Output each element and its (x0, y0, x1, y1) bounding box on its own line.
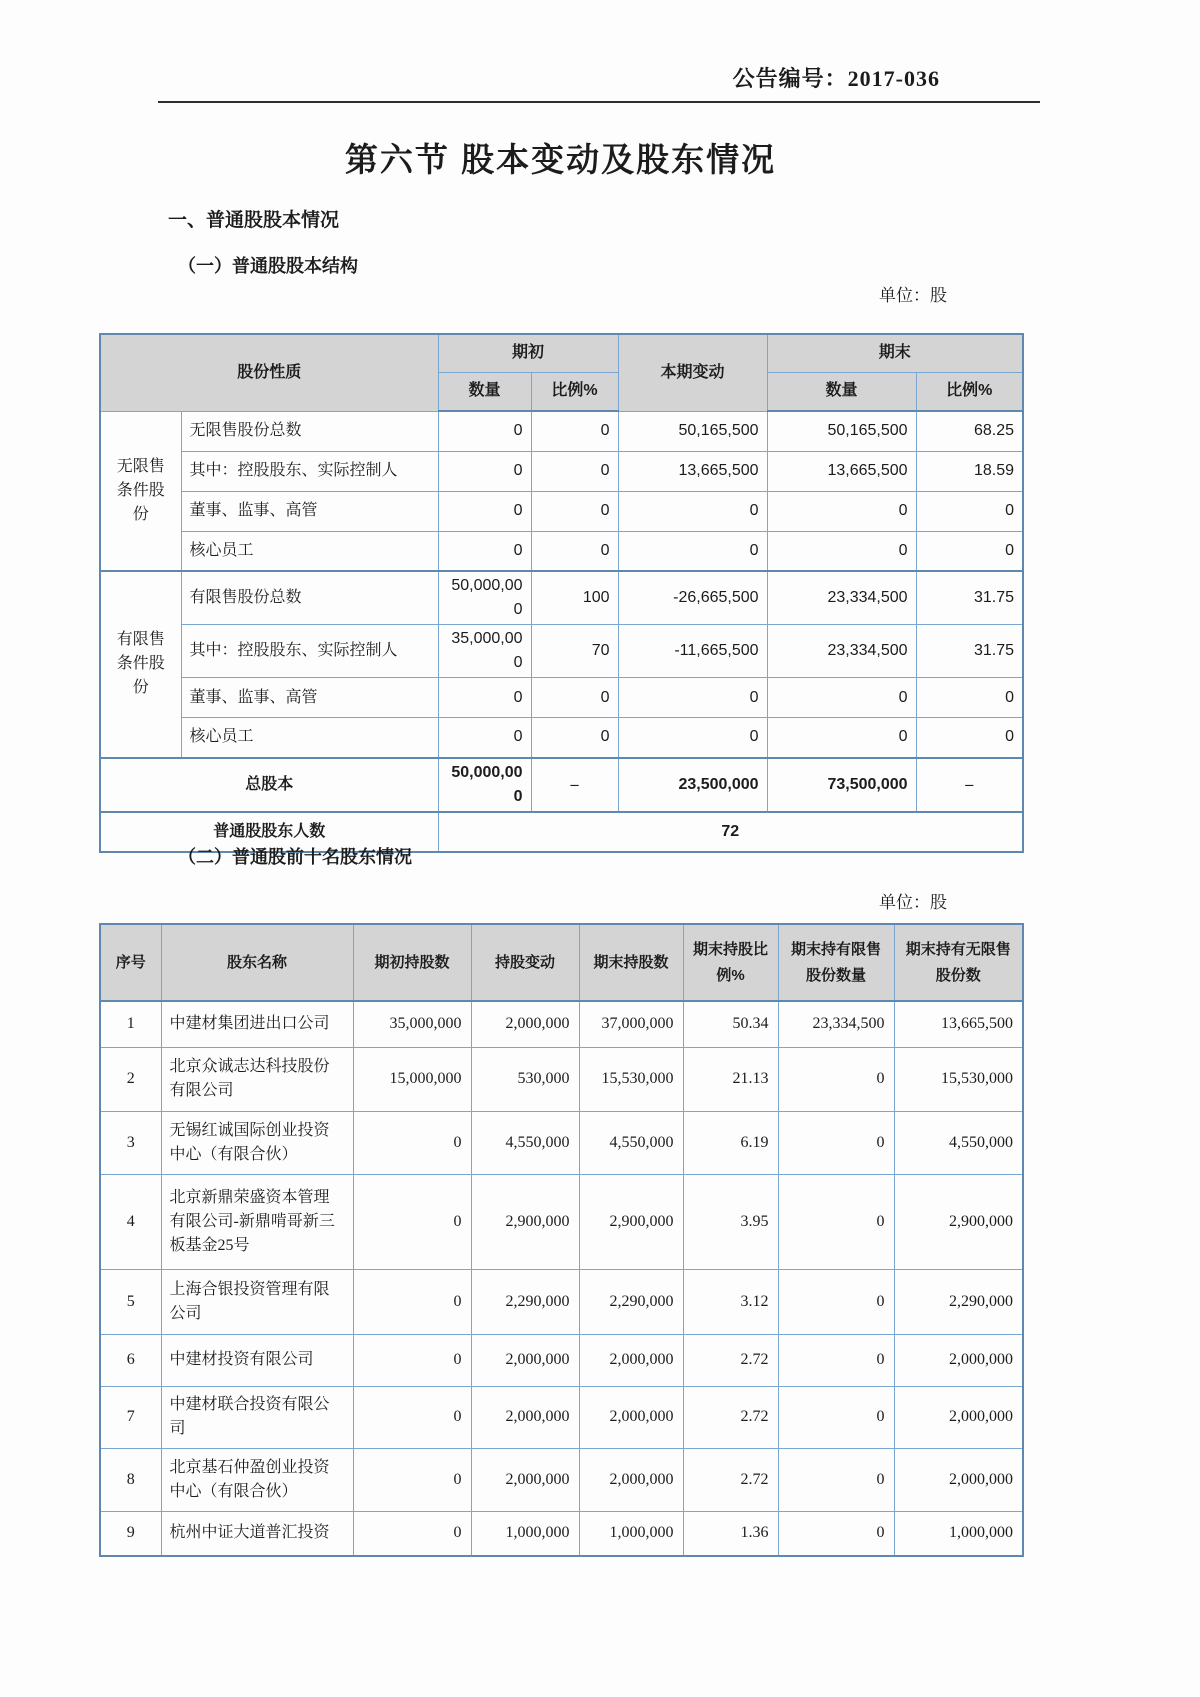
table-row (100, 491, 1023, 531)
cell-end-ratio: 18.59 (916, 451, 1023, 491)
cell-change: 0 (618, 531, 767, 571)
cell-end-shares: 2,000,000 (579, 1386, 683, 1448)
cell-change: 13,665,500 (618, 451, 767, 491)
header-end-unrestricted: 期末持有无限售股份数 (894, 924, 1023, 1001)
cell-index: 4 (100, 1174, 161, 1269)
cell-begin-shares: 0 (353, 1269, 471, 1334)
header-share-nature: 股份性质 (100, 334, 438, 411)
cell-end-shares: 15,530,000 (579, 1047, 683, 1111)
cell-change: 0 (618, 491, 767, 531)
row-label: 其中：控股股东、实际控制人 (181, 625, 438, 678)
cell-begin-shares: 0 (353, 1511, 471, 1556)
cell-end-qty: 50,165,500 (767, 411, 916, 451)
shareholder-row (100, 1511, 1023, 1556)
shareholder-row (100, 1047, 1023, 1111)
cell-end-ratio: 0 (916, 491, 1023, 531)
cell-end-ratio: 50.34 (683, 1001, 778, 1047)
cell-begin-qty: 0 (438, 531, 531, 571)
cell-begin-ratio: 0 (531, 718, 618, 758)
cell-shareholder-name: 中建材投资有限公司 (161, 1334, 353, 1386)
cell-index: 2 (100, 1047, 161, 1111)
cell-begin-shares: 0 (353, 1174, 471, 1269)
cell-end-restricted: 0 (778, 1111, 894, 1174)
holders-count-value: 72 (438, 812, 1023, 852)
cell-end-shares: 1,000,000 (579, 1511, 683, 1556)
cell-end-qty: 13,665,500 (767, 451, 916, 491)
cell-share-change: 2,000,000 (471, 1448, 579, 1511)
header-begin-shares: 期初持股数 (353, 924, 471, 1001)
cell-index: 8 (100, 1448, 161, 1511)
row-label: 董事、监事、高管 (181, 678, 438, 718)
cell-end-ratio: 2.72 (683, 1386, 778, 1448)
cell-share-change: 2,000,000 (471, 1386, 579, 1448)
table-row (100, 718, 1023, 758)
cell-end-qty: 73,500,000 (767, 758, 916, 812)
table-row (100, 625, 1023, 678)
cell-index: 9 (100, 1511, 161, 1556)
cell-end-shares: 2,000,000 (579, 1334, 683, 1386)
cell-end-unrestricted: 4,550,000 (894, 1111, 1023, 1174)
header-qty-begin: 数量 (438, 372, 531, 411)
total-label: 总股本 (100, 758, 438, 812)
cell-end-qty: 0 (767, 531, 916, 571)
share-structure-table (99, 333, 1024, 853)
cell-end-unrestricted: 2,000,000 (894, 1334, 1023, 1386)
row-label: 核心员工 (181, 531, 438, 571)
cell-begin-qty: 0 (438, 718, 531, 758)
header-share-change: 持股变动 (471, 924, 579, 1001)
cell-begin-qty: 0 (438, 411, 531, 451)
cell-end-qty: 23,334,500 (767, 571, 916, 625)
table-header-row (100, 334, 1023, 372)
shareholder-row (100, 1001, 1023, 1047)
page-title: 第六节 股本变动及股东情况 (344, 141, 777, 178)
table-row (100, 571, 1023, 625)
cell-end-ratio: 31.75 (916, 625, 1023, 678)
cell-begin-qty: 0 (438, 451, 531, 491)
cell-index: 7 (100, 1386, 161, 1448)
cell-end-restricted: 0 (778, 1047, 894, 1111)
announcement-number: 公告编号：2017-036 (732, 66, 940, 91)
cell-end-qty: 0 (767, 718, 916, 758)
header-index: 序号 (100, 924, 161, 1001)
cell-begin-qty: 50,000,000 (438, 571, 531, 625)
cell-shareholder-name: 中建材联合投资有限公司 (161, 1386, 353, 1448)
total-row (100, 758, 1023, 812)
cell-end-unrestricted: 1,000,000 (894, 1511, 1023, 1556)
cell-end-restricted: 0 (778, 1448, 894, 1511)
unit-label-2: 单位：股 (879, 893, 947, 912)
cell-begin-qty: 50,000,000 (438, 758, 531, 812)
cell-end-ratio: 31.75 (916, 571, 1023, 625)
cell-end-shares: 4,550,000 (579, 1111, 683, 1174)
cell-shareholder-name: 杭州中证大道普汇投资 (161, 1511, 353, 1556)
shareholder-row (100, 1111, 1023, 1174)
cell-begin-ratio: – (531, 758, 618, 812)
cell-end-ratio: 2.72 (683, 1334, 778, 1386)
cell-begin-ratio: 0 (531, 451, 618, 491)
cell-begin-shares: 0 (353, 1334, 471, 1386)
cell-end-unrestricted: 2,000,000 (894, 1448, 1023, 1511)
header-period-change: 本期变动 (618, 334, 767, 411)
cell-change: -11,665,500 (618, 625, 767, 678)
row-label: 有限售股份总数 (181, 571, 438, 625)
cell-begin-ratio: 0 (531, 411, 618, 451)
table-row (100, 678, 1023, 718)
row-label: 无限售股份总数 (181, 411, 438, 451)
table-header-row (100, 924, 1023, 1001)
cell-end-shares: 2,000,000 (579, 1448, 683, 1511)
subsection-heading-2: （二）普通股前十名股东情况 (178, 847, 412, 867)
cell-end-ratio: 0 (916, 718, 1023, 758)
cell-begin-ratio: 0 (531, 678, 618, 718)
section-heading-1: 一、普通股股本情况 (168, 210, 340, 231)
cell-end-ratio: 0 (916, 678, 1023, 718)
cell-end-restricted: 0 (778, 1334, 894, 1386)
header-end-shares: 期末持股数 (579, 924, 683, 1001)
cell-begin-shares: 0 (353, 1386, 471, 1448)
cell-begin-shares: 15,000,000 (353, 1047, 471, 1111)
header-end-ratio: 期末持股比例% (683, 924, 778, 1001)
cell-shareholder-name: 北京众诚志达科技股份有限公司 (161, 1047, 353, 1111)
cell-end-qty: 23,334,500 (767, 625, 916, 678)
header-ratio-begin: 比例% (531, 372, 618, 411)
cell-change: 23,500,000 (618, 758, 767, 812)
cell-end-restricted: 0 (778, 1174, 894, 1269)
shareholder-row (100, 1174, 1023, 1269)
cell-share-change: 4,550,000 (471, 1111, 579, 1174)
cell-end-ratio: 21.13 (683, 1047, 778, 1111)
cell-begin-ratio: 0 (531, 531, 618, 571)
table-row (100, 451, 1023, 491)
cell-end-ratio: 6.19 (683, 1111, 778, 1174)
cell-index: 6 (100, 1334, 161, 1386)
cell-end-shares: 2,900,000 (579, 1174, 683, 1269)
cell-end-shares: 2,290,000 (579, 1269, 683, 1334)
shareholder-row (100, 1386, 1023, 1448)
cell-begin-qty: 0 (438, 678, 531, 718)
cell-shareholder-name: 上海合银投资管理有限公司 (161, 1269, 353, 1334)
cell-end-ratio: 2.72 (683, 1448, 778, 1511)
cell-end-restricted: 0 (778, 1269, 894, 1334)
cell-change: 0 (618, 678, 767, 718)
cell-end-unrestricted: 13,665,500 (894, 1001, 1023, 1047)
row-label: 核心员工 (181, 718, 438, 758)
table-row (100, 531, 1023, 571)
cell-begin-ratio: 70 (531, 625, 618, 678)
cell-begin-shares: 0 (353, 1448, 471, 1511)
cell-share-change: 2,900,000 (471, 1174, 579, 1269)
cell-shareholder-name: 北京基石仲盈创业投资中心（有限合伙） (161, 1448, 353, 1511)
row-label: 董事、监事、高管 (181, 491, 438, 531)
cell-end-restricted: 0 (778, 1511, 894, 1556)
header-qty-end: 数量 (767, 372, 916, 411)
row-label: 其中：控股股东、实际控制人 (181, 451, 438, 491)
header-rule (158, 101, 1040, 103)
cell-end-unrestricted: 2,900,000 (894, 1174, 1023, 1269)
cell-begin-shares: 0 (353, 1111, 471, 1174)
cell-begin-shares: 35,000,000 (353, 1001, 471, 1047)
cell-end-restricted: 0 (778, 1386, 894, 1448)
cell-begin-ratio: 100 (531, 571, 618, 625)
top-shareholders-table (99, 923, 1024, 1557)
cell-share-change: 2,290,000 (471, 1269, 579, 1334)
unit-label-1: 单位：股 (879, 286, 947, 305)
cell-shareholder-name: 北京新鼎荣盛资本管理有限公司-新鼎啃哥新三板基金25号 (161, 1174, 353, 1269)
cell-begin-ratio: 0 (531, 491, 618, 531)
table-row (100, 411, 1023, 451)
cell-end-ratio: – (916, 758, 1023, 812)
cell-change: 50,165,500 (618, 411, 767, 451)
shareholder-row (100, 1334, 1023, 1386)
cell-end-ratio: 3.95 (683, 1174, 778, 1269)
cell-index: 3 (100, 1111, 161, 1174)
cell-end-restricted: 23,334,500 (778, 1001, 894, 1047)
cell-end-shares: 37,000,000 (579, 1001, 683, 1047)
cell-end-unrestricted: 15,530,000 (894, 1047, 1023, 1111)
header-beginning: 期初 (438, 334, 618, 372)
cell-share-change: 2,000,000 (471, 1334, 579, 1386)
cell-change: 0 (618, 718, 767, 758)
cell-index: 5 (100, 1269, 161, 1334)
cell-end-qty: 0 (767, 678, 916, 718)
header-ratio-end: 比例% (916, 372, 1023, 411)
shareholder-row (100, 1448, 1023, 1511)
cell-begin-qty: 0 (438, 491, 531, 531)
subsection-heading-1: （一）普通股股本结构 (178, 256, 358, 276)
cell-end-ratio: 1.36 (683, 1511, 778, 1556)
cell-change: -26,665,500 (618, 571, 767, 625)
cell-end-unrestricted: 2,290,000 (894, 1269, 1023, 1334)
cell-shareholder-name: 中建材集团进出口公司 (161, 1001, 353, 1047)
header-end-restricted: 期末持有限售股份数量 (778, 924, 894, 1001)
cell-end-ratio: 0 (916, 531, 1023, 571)
shareholder-row (100, 1269, 1023, 1334)
header-ending: 期末 (767, 334, 1023, 372)
header-shareholder-name: 股东名称 (161, 924, 353, 1001)
holders-count-label: 普通股股东人数 (100, 812, 438, 852)
group-label-unrestricted: 无限售条件股份 (100, 411, 181, 571)
cell-end-unrestricted: 2,000,000 (894, 1386, 1023, 1448)
cell-end-ratio: 68.25 (916, 411, 1023, 451)
cell-end-ratio: 3.12 (683, 1269, 778, 1334)
cell-share-change: 2,000,000 (471, 1001, 579, 1047)
cell-index: 1 (100, 1001, 161, 1047)
cell-end-qty: 0 (767, 491, 916, 531)
cell-share-change: 530,000 (471, 1047, 579, 1111)
group-label-restricted: 有限售条件股份 (100, 571, 181, 758)
cell-shareholder-name: 无锡红诚国际创业投资中心（有限合伙） (161, 1111, 353, 1174)
cell-begin-qty: 35,000,000 (438, 625, 531, 678)
cell-share-change: 1,000,000 (471, 1511, 579, 1556)
